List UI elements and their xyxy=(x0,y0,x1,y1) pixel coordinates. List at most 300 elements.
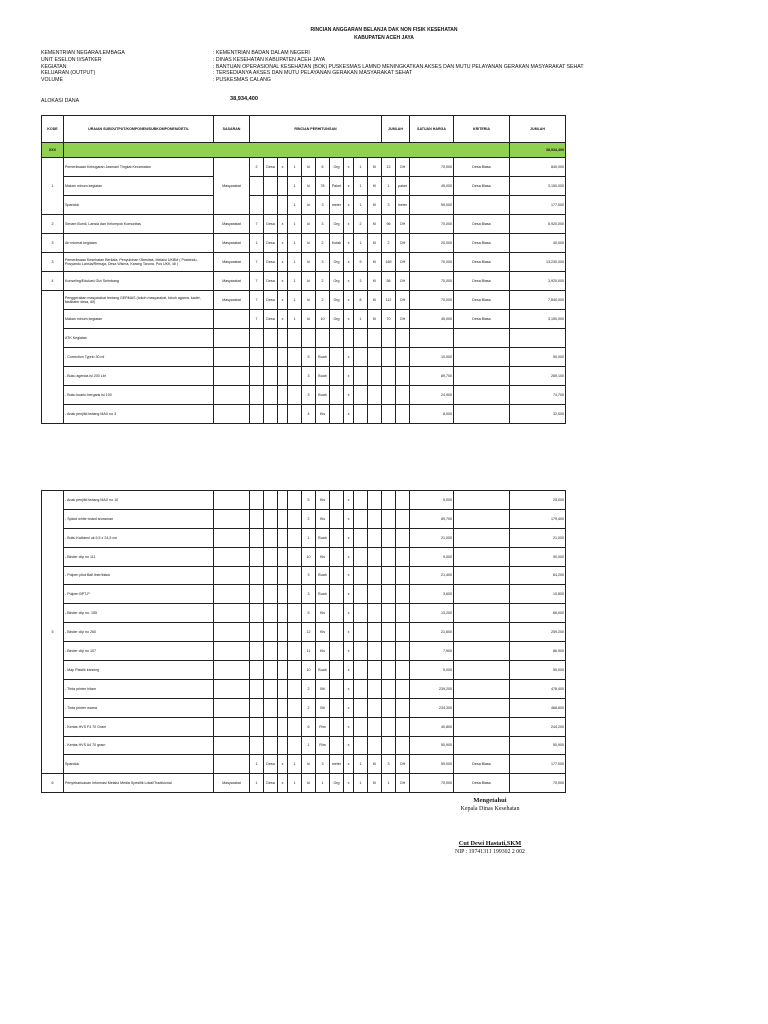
calc-cell xyxy=(368,661,382,680)
kriteria-cell: Desa Biasa xyxy=(454,215,510,234)
calc-cell xyxy=(368,642,382,661)
calc-cell: Org xyxy=(330,774,344,793)
calc-cell xyxy=(396,367,410,386)
calc-cell xyxy=(288,547,302,566)
calc-cell: Desa xyxy=(264,291,278,310)
calc-cell: kl xyxy=(302,774,316,793)
calc-cell xyxy=(382,623,396,642)
harga-cell: 59,000 xyxy=(410,196,454,215)
kriteria-cell xyxy=(454,604,510,623)
calc-cell: OH xyxy=(396,253,410,272)
calc-cell: 7 xyxy=(250,253,264,272)
jumlah-cell: 86,900 xyxy=(510,642,566,661)
uraian-cell: Penyebarluasan Informasi Melalui Media Spesifik Lokal/Tradisional xyxy=(64,774,214,793)
calc-cell xyxy=(278,405,288,424)
calc-cell: Org xyxy=(330,158,344,177)
table-row xyxy=(42,623,566,642)
calc-cell: Desa xyxy=(264,253,278,272)
calc-cell: 1 xyxy=(354,234,368,253)
calc-cell: 2 xyxy=(302,509,316,528)
kode-cell: 1 xyxy=(42,158,64,215)
sasaran-cell xyxy=(214,755,250,774)
calc-cell: 1 xyxy=(288,215,302,234)
calc-cell: 3 xyxy=(316,215,330,234)
harga-cell: 50,900 xyxy=(410,736,454,755)
calc-cell xyxy=(396,698,410,717)
sasaran-cell xyxy=(214,566,250,585)
calc-cell: 189 xyxy=(382,253,396,272)
harga-cell: 5,000 xyxy=(410,491,454,510)
calc-cell xyxy=(354,623,368,642)
kriteria-cell xyxy=(454,585,510,604)
jumlah-cell: 3,920,000 xyxy=(510,272,566,291)
calc-cell xyxy=(382,698,396,717)
table-row xyxy=(42,310,566,329)
calc-cell: x xyxy=(344,679,354,698)
calc-cell: kl xyxy=(302,196,316,215)
uraian-cell: - Pulpen BPT-P xyxy=(64,585,214,604)
calc-cell xyxy=(264,661,278,680)
calc-cell xyxy=(330,679,344,698)
calc-cell xyxy=(330,329,344,348)
meta-row xyxy=(41,57,584,64)
calc-cell: 3 xyxy=(354,272,368,291)
calc-cell xyxy=(396,642,410,661)
calc-cell xyxy=(396,509,410,528)
harga-cell: 89,700 xyxy=(410,367,454,386)
calc-cell: x xyxy=(344,604,354,623)
total-row xyxy=(42,143,566,158)
calc-cell xyxy=(264,491,278,510)
calc-cell: 12 xyxy=(302,623,316,642)
sasaran-cell xyxy=(214,491,250,510)
sasaran-cell xyxy=(214,661,250,680)
harga-cell: 45,000 xyxy=(410,177,454,196)
jumlah-cell: 50,900 xyxy=(510,736,566,755)
uraian-cell: - Kertas HVS A4 70 gram xyxy=(64,736,214,755)
table-row xyxy=(42,755,566,774)
calc-cell: Buah xyxy=(316,367,330,386)
calc-cell xyxy=(330,585,344,604)
calc-cell: x xyxy=(344,717,354,736)
calc-cell: x xyxy=(344,528,354,547)
calc-cell xyxy=(264,642,278,661)
calc-cell: 2 xyxy=(316,272,330,291)
calc-cell xyxy=(264,196,278,215)
calc-cell xyxy=(382,491,396,510)
calc-cell: 78 xyxy=(316,177,330,196)
calc-cell: x xyxy=(344,158,354,177)
calc-cell: 112 xyxy=(382,291,396,310)
calc-cell xyxy=(264,405,278,424)
calc-cell xyxy=(264,177,278,196)
meta-row xyxy=(41,77,584,84)
table-row xyxy=(42,348,566,367)
calc-cell xyxy=(354,661,368,680)
calc-cell: Desa xyxy=(264,774,278,793)
calc-cell xyxy=(396,547,410,566)
calc-cell: kl xyxy=(302,272,316,291)
calc-cell: x xyxy=(344,623,354,642)
calc-cell xyxy=(368,491,382,510)
calc-cell: x xyxy=(278,253,288,272)
jumlah-cell: 244,200 xyxy=(510,717,566,736)
calc-cell xyxy=(330,547,344,566)
uraian-cell: Air mineral kegiatan xyxy=(64,234,214,253)
calc-cell xyxy=(382,509,396,528)
alokasi-label: ALOKASI DANA xyxy=(41,98,80,104)
jumlah-cell: 13,230,000 xyxy=(510,253,566,272)
calc-cell xyxy=(396,679,410,698)
calc-cell: Desa xyxy=(264,158,278,177)
table-row xyxy=(42,386,566,405)
table-row xyxy=(42,679,566,698)
calc-cell xyxy=(354,491,368,510)
jumlah-cell xyxy=(510,329,566,348)
calc-cell: 7 xyxy=(250,310,264,329)
table-row xyxy=(42,234,566,253)
calc-cell: Kl xyxy=(368,291,382,310)
calc-cell: x xyxy=(278,234,288,253)
calc-cell xyxy=(368,348,382,367)
sign-nip: NIP : 19741311 199302 2 002 xyxy=(455,849,525,855)
jumlah-cell: 5,920,000 xyxy=(510,215,566,234)
calc-cell: 4 xyxy=(302,405,316,424)
table-row xyxy=(42,215,566,234)
calc-cell: 10 xyxy=(302,661,316,680)
jumlah-cell: 840,000 xyxy=(510,158,566,177)
calc-cell xyxy=(396,329,410,348)
calc-cell xyxy=(354,679,368,698)
jumlah-cell: 3,150,000 xyxy=(510,310,566,329)
kode-cell: 6 xyxy=(42,774,64,793)
calc-cell xyxy=(368,367,382,386)
calc-cell xyxy=(330,642,344,661)
calc-cell xyxy=(288,405,302,424)
calc-cell xyxy=(250,547,264,566)
calc-cell xyxy=(330,661,344,680)
uraian-cell: Konseling/Edukasi Gizi Seimbang xyxy=(64,272,214,291)
calc-cell xyxy=(250,661,264,680)
calc-cell xyxy=(368,604,382,623)
uraian-cell: Makan minum kegiatan xyxy=(64,177,214,196)
calc-cell: 1 xyxy=(302,736,316,755)
calc-cell xyxy=(250,405,264,424)
kriteria-cell xyxy=(454,566,510,585)
harga-cell xyxy=(410,329,454,348)
meta-block xyxy=(41,50,584,84)
kriteria-cell: Desa Biasa xyxy=(454,234,510,253)
calc-cell xyxy=(250,679,264,698)
harga-cell: 24,900 xyxy=(410,386,454,405)
kriteria-cell: Desa Biasa xyxy=(454,310,510,329)
calc-cell xyxy=(278,566,288,585)
uraian-cell: - Tinta printer hitam xyxy=(64,679,214,698)
calc-cell: 2 xyxy=(302,698,316,717)
sasaran-cell xyxy=(214,604,250,623)
table-row xyxy=(42,291,566,310)
calc-cell xyxy=(330,717,344,736)
calc-cell xyxy=(250,386,264,405)
table-row xyxy=(42,367,566,386)
calc-cell: Paket xyxy=(330,177,344,196)
calc-cell: x xyxy=(344,215,354,234)
harga-cell: 21,000 xyxy=(410,528,454,547)
calc-cell xyxy=(396,736,410,755)
calc-cell: 3 xyxy=(316,253,330,272)
calc-cell xyxy=(250,196,264,215)
calc-cell: kl xyxy=(302,253,316,272)
jumlah-cell: 66,000 xyxy=(510,604,566,623)
calc-cell: kl xyxy=(302,215,316,234)
harga-cell: 10,000 xyxy=(410,348,454,367)
uraian-cell: - Binder clip no 260 xyxy=(64,623,214,642)
calc-cell xyxy=(250,717,264,736)
calc-cell: x xyxy=(344,196,354,215)
calc-cell xyxy=(264,528,278,547)
sasaran-cell xyxy=(214,736,250,755)
calc-cell: Org xyxy=(330,291,344,310)
kriteria-cell xyxy=(454,679,510,698)
calc-cell: Btl xyxy=(316,698,330,717)
doc-subtitle: KABUPATEN ACEH JAYA xyxy=(354,35,414,41)
sasaran-cell xyxy=(214,329,250,348)
meta-key: KEMENTRIAN NEGARA/LEMBAGA xyxy=(41,50,125,56)
calc-cell xyxy=(288,661,302,680)
calc-cell xyxy=(278,329,288,348)
kode-cell xyxy=(42,291,64,424)
calc-cell xyxy=(330,405,344,424)
calc-cell: 6 xyxy=(316,158,330,177)
calc-cell xyxy=(382,642,396,661)
calc-cell xyxy=(278,604,288,623)
calc-cell xyxy=(250,329,264,348)
calc-cell xyxy=(278,698,288,717)
calc-cell xyxy=(250,642,264,661)
calc-cell xyxy=(354,348,368,367)
sasaran-cell: Masyarakat xyxy=(214,215,250,234)
calc-cell xyxy=(264,679,278,698)
calc-cell xyxy=(368,698,382,717)
sasaran-cell xyxy=(214,623,250,642)
calc-cell: Rim xyxy=(316,717,330,736)
calc-cell xyxy=(278,679,288,698)
calc-cell: Btl xyxy=(316,679,330,698)
uraian-cell: - Spidol white board snowman xyxy=(64,509,214,528)
table-row xyxy=(42,509,566,528)
column-header: SATUAN HARGA xyxy=(410,116,454,143)
table-row xyxy=(42,566,566,585)
calc-cell xyxy=(368,547,382,566)
uraian-cell: - Kertas HVS F4 70 Gram xyxy=(64,717,214,736)
harga-cell: 70,000 xyxy=(410,774,454,793)
calc-cell: Buah xyxy=(316,386,330,405)
calc-cell xyxy=(330,566,344,585)
calc-cell xyxy=(288,566,302,585)
calc-cell: 1 xyxy=(250,755,264,774)
table-row xyxy=(42,253,566,272)
jumlah-cell: 269,100 xyxy=(510,367,566,386)
column-header: JUMLAH xyxy=(382,116,410,143)
calc-cell xyxy=(330,604,344,623)
harga-cell: 20,000 xyxy=(410,234,454,253)
jumlah-cell: 70,000 xyxy=(510,774,566,793)
calc-cell: Org xyxy=(330,310,344,329)
uraian-cell: - Correction Typrio 30 ml xyxy=(64,348,214,367)
kode-cell: 5 xyxy=(42,491,64,774)
calc-cell xyxy=(278,491,288,510)
harga-cell: 45,000 xyxy=(410,310,454,329)
calc-cell xyxy=(396,528,410,547)
meta-key: KEGIATAN xyxy=(41,63,67,70)
calc-cell: 1 xyxy=(288,272,302,291)
kriteria-cell xyxy=(454,196,510,215)
calc-cell: x xyxy=(278,291,288,310)
calc-cell xyxy=(396,405,410,424)
meta-value: : TERSEDIANYA AKSES DAN MUTU PELAYANAN GERAKAN MASYARAKAT SEHAT xyxy=(213,70,412,77)
calc-cell: Rim xyxy=(316,736,330,755)
calc-cell xyxy=(354,329,368,348)
kriteria-cell xyxy=(454,509,510,528)
calc-cell xyxy=(264,329,278,348)
calc-cell: 1 xyxy=(288,755,302,774)
jumlah-cell: 25,000 xyxy=(510,491,566,510)
calc-cell: 3 xyxy=(302,585,316,604)
calc-cell xyxy=(354,528,368,547)
table-row xyxy=(42,774,566,793)
sasaran-cell xyxy=(214,310,250,329)
calc-cell: 2 xyxy=(316,291,330,310)
calc-cell: x xyxy=(278,215,288,234)
calc-cell xyxy=(368,405,382,424)
calc-cell: paket xyxy=(396,177,410,196)
kode-cell: 4 xyxy=(42,272,64,291)
calc-cell xyxy=(396,623,410,642)
sasaran-cell: Masyarakat xyxy=(214,272,250,291)
calc-cell: Kls xyxy=(316,623,330,642)
calc-cell: 2 xyxy=(302,679,316,698)
calc-cell xyxy=(288,679,302,698)
jumlah-cell: 468,600 xyxy=(510,698,566,717)
calc-cell xyxy=(382,717,396,736)
calc-cell: Kl xyxy=(368,272,382,291)
harga-cell: 59,000 xyxy=(410,755,454,774)
calc-cell: x xyxy=(344,177,354,196)
kriteria-cell: Desa Biasa xyxy=(454,177,510,196)
calc-cell xyxy=(264,386,278,405)
calc-cell: meter xyxy=(396,196,410,215)
table-row xyxy=(42,717,566,736)
calc-cell xyxy=(368,717,382,736)
calc-cell xyxy=(316,329,330,348)
uraian-cell: Senam Bumil, Lansia dan Kelompok Komunitas xyxy=(64,215,214,234)
uraian-cell: - Binder clip no. 155 xyxy=(64,604,214,623)
column-header: SASARAN xyxy=(214,116,250,143)
calc-cell: 1 xyxy=(354,755,368,774)
calc-cell: 96 xyxy=(382,215,396,234)
column-header: JUMLAH xyxy=(510,116,566,143)
jumlah-cell: 177,000 xyxy=(510,196,566,215)
calc-cell xyxy=(250,348,264,367)
uraian-cell: Makan minum kegiatan xyxy=(64,310,214,329)
column-header: RINCIAN PERHITUNGAN xyxy=(250,116,382,143)
calc-cell: x xyxy=(344,698,354,717)
calc-cell: 10 xyxy=(302,547,316,566)
meta-key: VOLUME xyxy=(41,77,63,84)
meta-row xyxy=(41,70,584,77)
calc-cell: 7 xyxy=(250,215,264,234)
table-row xyxy=(42,604,566,623)
calc-cell xyxy=(250,698,264,717)
jumlah-cell: 64,200 xyxy=(510,566,566,585)
sasaran-cell: Masyarakat xyxy=(214,234,250,253)
uraian-cell: - Buku agenda isi 200 Lbr xyxy=(64,367,214,386)
calc-cell xyxy=(354,547,368,566)
calc-cell xyxy=(264,547,278,566)
uraian-cell: Pemeriksaan Kebugaran Jasmani Tingkat Kecamatan xyxy=(64,158,214,177)
calc-cell xyxy=(354,642,368,661)
harga-cell: 13,200 xyxy=(410,604,454,623)
table-row xyxy=(42,642,566,661)
calc-cell xyxy=(288,623,302,642)
calc-cell: x xyxy=(278,755,288,774)
table-row xyxy=(42,736,566,755)
calc-cell: x xyxy=(344,547,354,566)
calc-cell: 1 xyxy=(288,177,302,196)
calc-cell xyxy=(250,367,264,386)
kode-cell: 3 xyxy=(42,234,64,253)
calc-cell: 1 xyxy=(288,310,302,329)
calc-cell: Buah xyxy=(316,585,330,604)
calc-cell: 10 xyxy=(316,310,330,329)
meta-value: : KEMENTRIAN BADAN DALAM NEGERI xyxy=(213,50,310,56)
calc-cell xyxy=(264,509,278,528)
kode-cell: 2 xyxy=(42,215,64,234)
table-row xyxy=(42,272,566,291)
alokasi-value: 38,934,400 xyxy=(230,96,258,102)
jumlah-cell: 21,000 xyxy=(510,528,566,547)
kriteria-cell: Desa Biasa xyxy=(454,158,510,177)
calc-cell xyxy=(368,679,382,698)
calc-cell: x xyxy=(344,405,354,424)
uraian-cell: - Binder clip no 107 xyxy=(64,642,214,661)
jumlah-cell: 177,000 xyxy=(510,755,566,774)
jumlah-cell: 3,150,000 xyxy=(510,177,566,196)
sasaran-cell xyxy=(214,717,250,736)
calc-cell: Kl xyxy=(368,196,382,215)
sasaran-cell xyxy=(214,405,250,424)
jumlah-cell: 40,000 xyxy=(510,234,566,253)
calc-cell: Desa xyxy=(264,310,278,329)
calc-cell: OH xyxy=(396,158,410,177)
kriteria-cell xyxy=(454,661,510,680)
calc-cell xyxy=(330,491,344,510)
calc-cell xyxy=(264,623,278,642)
uraian-cell: Spanduk xyxy=(64,755,214,774)
kriteria-cell: Desa Biasa xyxy=(454,272,510,291)
calc-cell xyxy=(278,661,288,680)
calc-cell xyxy=(354,604,368,623)
uraian-cell: - Binder clip no 111 xyxy=(64,547,214,566)
calc-cell: 1 xyxy=(354,196,368,215)
calc-cell xyxy=(302,329,316,348)
calc-cell: 3 xyxy=(302,386,316,405)
calc-cell xyxy=(278,623,288,642)
calc-cell: x xyxy=(344,642,354,661)
calc-cell xyxy=(382,329,396,348)
calc-cell: OH xyxy=(396,310,410,329)
calc-cell: x xyxy=(344,234,354,253)
